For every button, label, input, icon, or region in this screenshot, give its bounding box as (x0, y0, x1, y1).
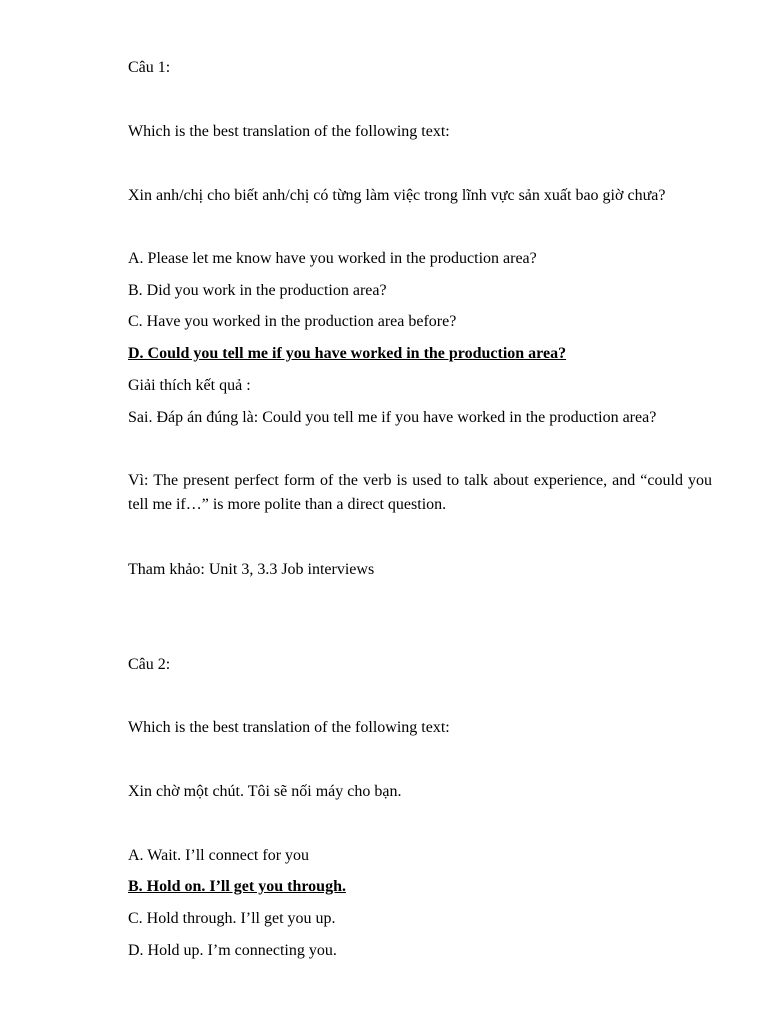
q2-option-a: A. Wait. I’ll connect for you (128, 847, 310, 864)
q2-heading: Câu 2: (128, 656, 171, 673)
q1-heading: Câu 1: (128, 59, 171, 76)
q2-option-b-correct: B. Hold on. I’ll get you through. (128, 878, 346, 895)
q1-option-d-correct: D. Could you tell me if you have worked in the production area? (128, 345, 567, 362)
q2-option-c: C. Hold through. I’ll get you up. (128, 910, 336, 927)
q1-option-a: A. Please let me know have you worked in the production area? (128, 250, 537, 267)
q1-reason: Vì: The present perfect form of the verb is used to talk about experience, and “could you tell me if…” is more polite than a direct question. (128, 472, 712, 513)
q2-source-text: Xin chờ một chút. Tôi sẽ nối máy cho bạn. (128, 783, 402, 800)
q1-source-text: Xin anh/chị cho biết anh/chị có từng làm việc trong lĩnh vực sản xuất bao giờ chưa? (128, 187, 666, 204)
q1-option-c: C. Have you worked in the production area before? (128, 313, 457, 330)
q1-option-b: B. Did you work in the production area? (128, 282, 387, 299)
q2-prompt: Which is the best translation of the following text: (128, 719, 450, 736)
q1-result: Sai. Đáp án đúng là: Could you tell me if you have worked in the production area? (128, 409, 657, 426)
q1-explanation-label: Giải thích kết quả : (128, 377, 251, 394)
q1-reference: Tham khảo: Unit 3, 3.3 Job interviews (128, 561, 375, 578)
q2-option-d: D. Hold up. I’m connecting you. (128, 942, 337, 959)
q1-prompt: Which is the best translation of the following text: (128, 123, 450, 140)
